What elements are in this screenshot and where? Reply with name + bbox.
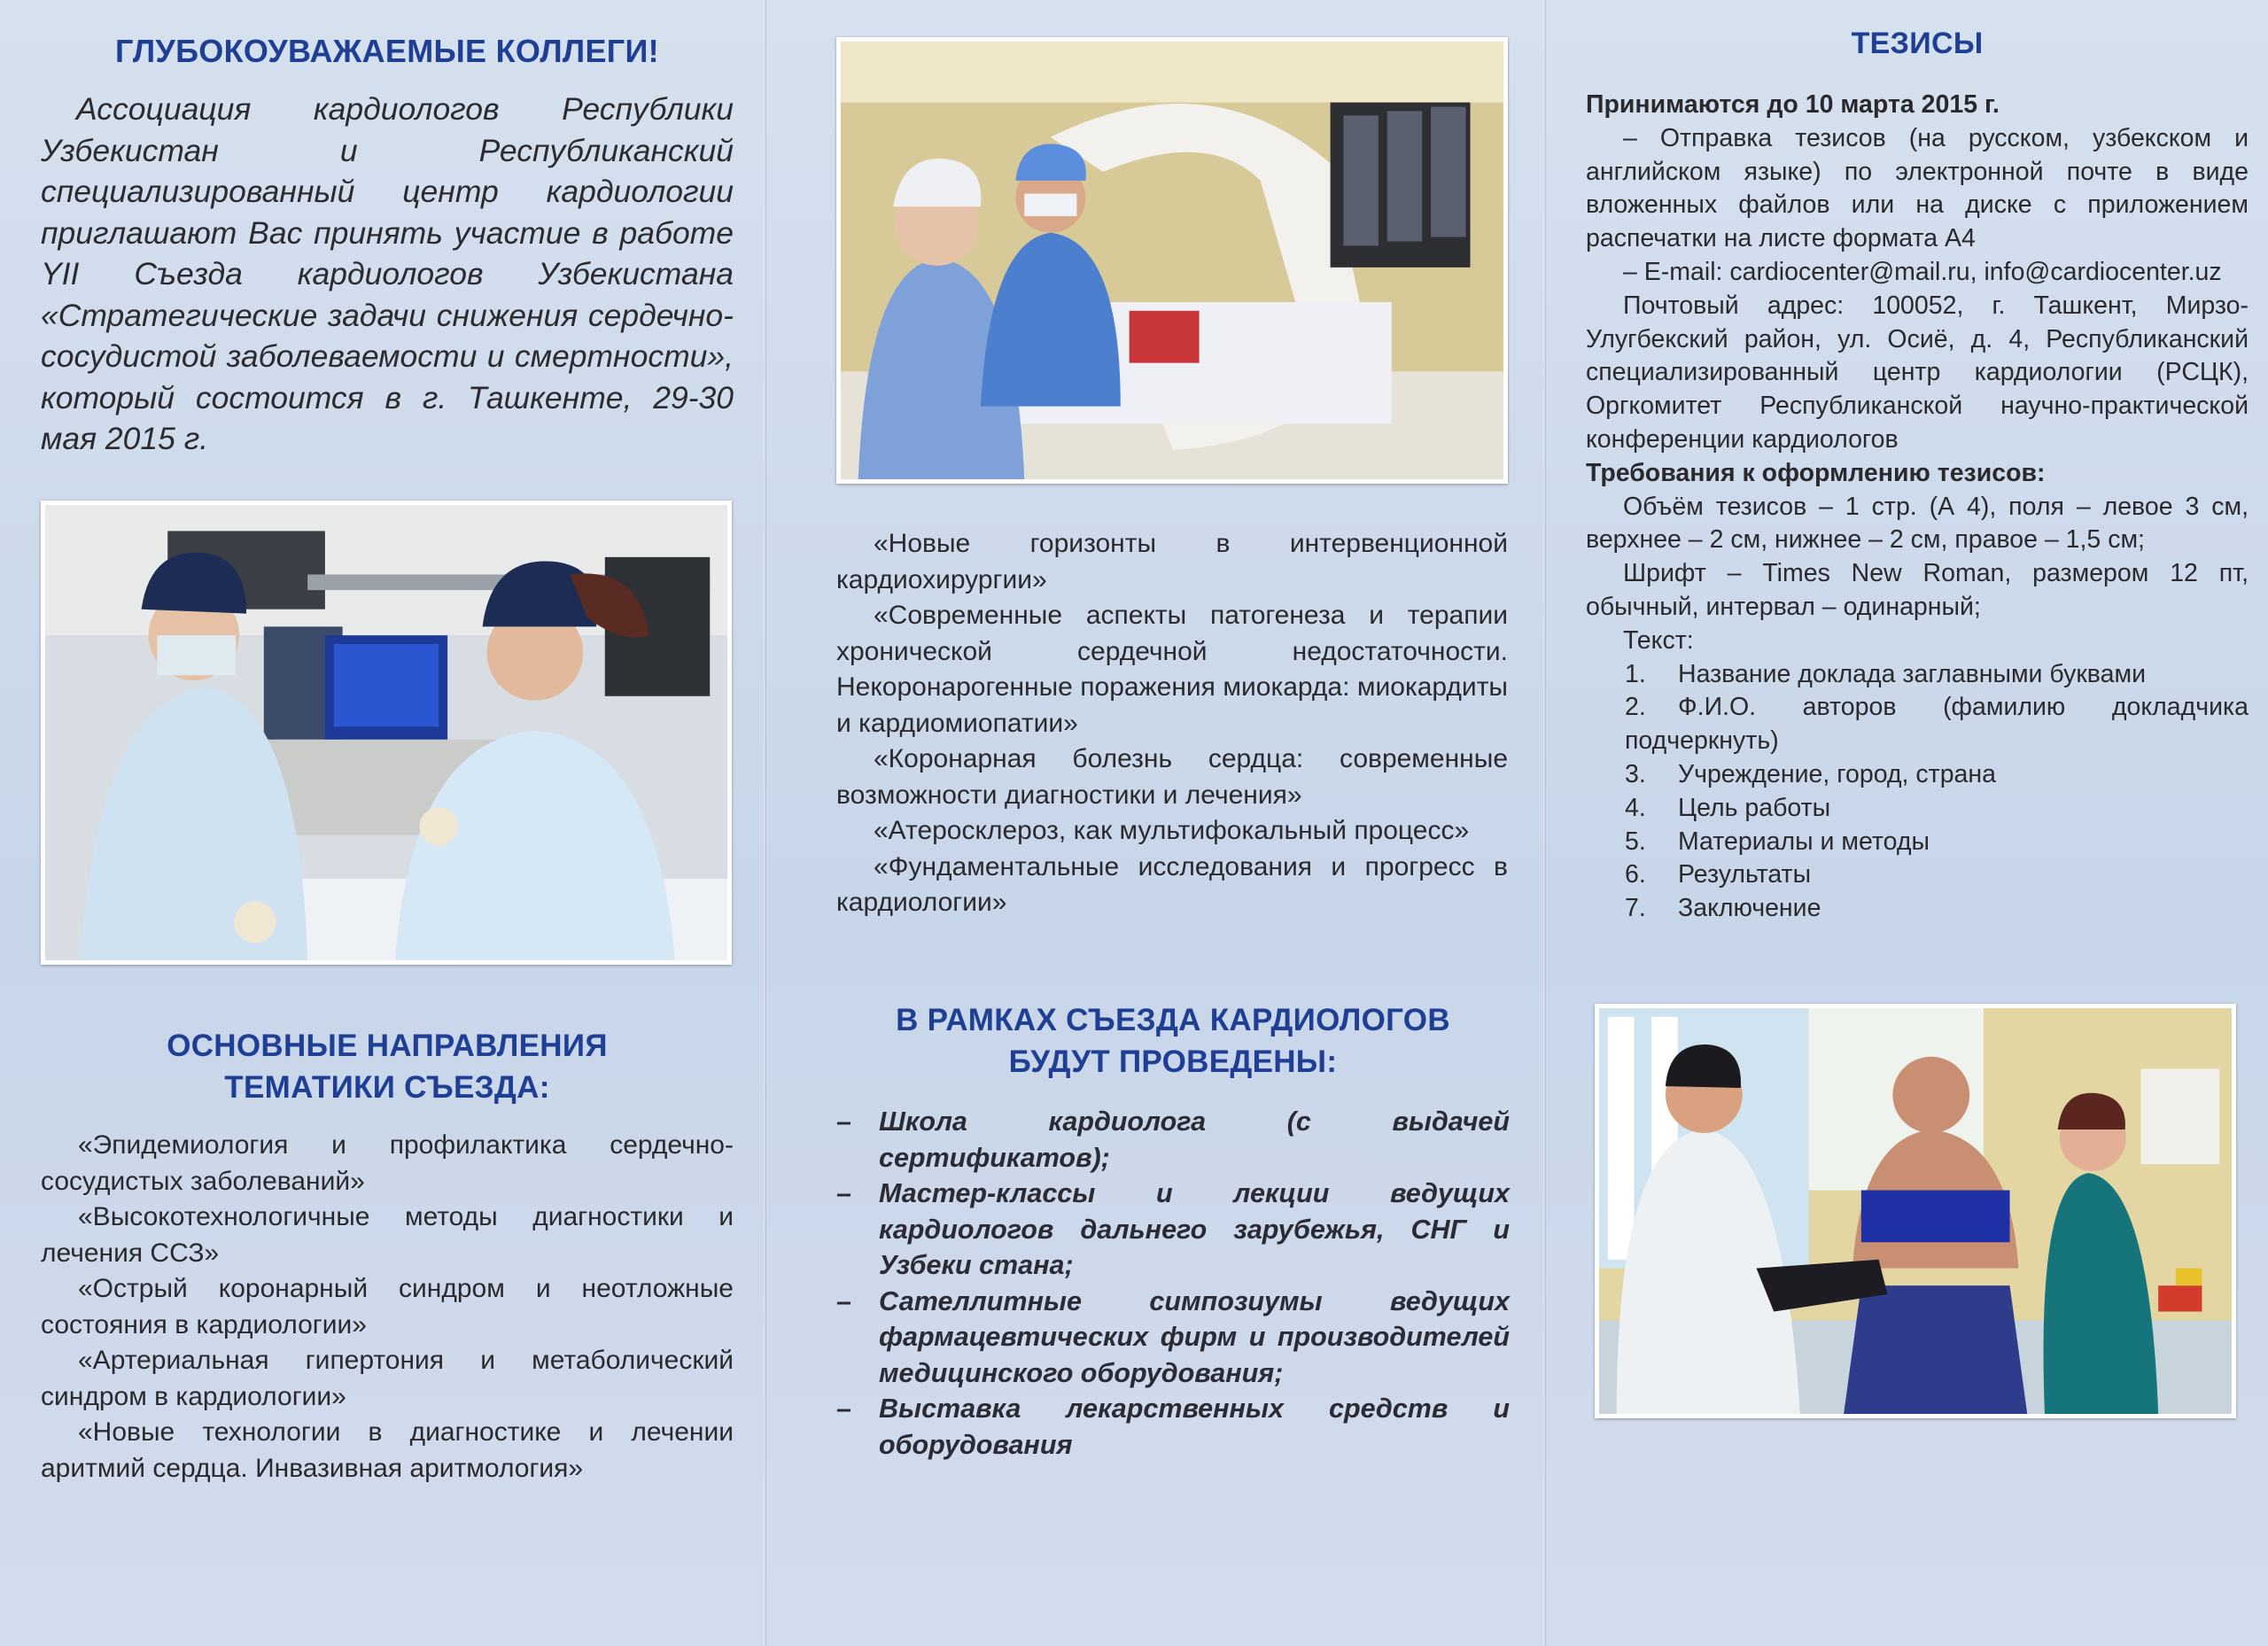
item-number: 7. bbox=[1625, 894, 1646, 923]
item-text: Результаты bbox=[1678, 860, 1812, 889]
event-text: Школа кардиолога (с выдачей сертификатов); bbox=[879, 1106, 1510, 1173]
event-item bbox=[836, 1176, 1510, 1284]
theses-heading: ТЕЗИСЫ bbox=[1851, 27, 1984, 60]
dash-marker: – bbox=[836, 1285, 851, 1316]
requirements-heading: Требования к оформлению тезисов: bbox=[1586, 458, 2046, 487]
direction-item: «Новые технологии в диагностике и лечении аритмий сердца. Инвазивная аритмология» bbox=[41, 1417, 734, 1483]
item-number: 4. bbox=[1625, 793, 1646, 822]
item-text: Учреждение, город, страна bbox=[1678, 759, 1996, 788]
directions-list-continued bbox=[836, 526, 1508, 921]
postal-address: Почтовый адрес: 100052, г. Ташкент, Мирзо-Улугбекский район, ул. Осиё, д. 4, Республиканский специализированный центр кардиологии (РСЦК), Оргкомитет Республиканской научно-практической конференции кардиологов bbox=[1586, 291, 2249, 454]
text-structure-list bbox=[1586, 658, 2249, 926]
panel-middle bbox=[769, 0, 1542, 1646]
event-text: Выставка лекарственных средств и оборудования bbox=[879, 1394, 1510, 1460]
list-item bbox=[1586, 858, 2249, 892]
sending-instructions: – Отправка тезисов (на русском, узбекском и английском языке) по электронной почте в виде вложенных файлов или на диске с приложением распечатки на листе формата А4 bbox=[1586, 123, 2249, 253]
item-text: Материалы и методы bbox=[1678, 827, 1930, 856]
fold-line-right bbox=[1543, 0, 1546, 1646]
directions-heading bbox=[41, 1025, 734, 1108]
deadline: Принимаются до 10 марта 2015 г. bbox=[1586, 90, 2000, 119]
item-text: Название доклада заглавными буквами bbox=[1678, 659, 2146, 688]
direction-item: «Артериальная гипертония и метаболический синдром в кардиологии» bbox=[41, 1346, 734, 1411]
text-label: Текст: bbox=[1623, 625, 1694, 655]
event-item bbox=[836, 1284, 1510, 1392]
item-text: Ф.И.О. авторов (фамилию докладчика подчеркнуть) bbox=[1625, 693, 2249, 756]
list-item bbox=[1586, 758, 2249, 792]
photo-nurses-lab bbox=[41, 501, 732, 965]
event-item bbox=[836, 1391, 1510, 1463]
direction-item: «Атеросклероз, как мультифокальный процесс» bbox=[874, 816, 1470, 845]
events-heading-line1: В РАМКАХ СЪЕЗДА КАРДИОЛОГОВ bbox=[896, 1003, 1450, 1037]
item-number: 3. bbox=[1625, 759, 1646, 788]
events-list bbox=[836, 1104, 1510, 1463]
item-number: 6. bbox=[1625, 860, 1646, 889]
direction-item: «Коронарная болезнь сердца: современные возможности диагностики и лечения» bbox=[836, 744, 1508, 810]
volume-requirement: Объём тезисов – 1 стр. (А 4), поля – левое 3 см, верхнее – 2 см, нижнее – 2 см, правое – 1,5 см; bbox=[1586, 492, 2249, 555]
dash-marker: – bbox=[836, 1394, 851, 1424]
photo-stress-test bbox=[1595, 1004, 2236, 1418]
events-heading-line2: БУДУТ ПРОВЕДЕНЫ: bbox=[1008, 1044, 1338, 1079]
item-text: Цель работы bbox=[1678, 793, 1831, 822]
panel-right bbox=[1547, 0, 2268, 1646]
item-number: 5. bbox=[1625, 827, 1646, 856]
list-item bbox=[1586, 892, 2249, 926]
event-item bbox=[836, 1104, 1510, 1176]
direction-item: «Высокотехнологичные методы диагностики и лечения ССЗ» bbox=[41, 1202, 734, 1268]
panel-left bbox=[0, 0, 764, 1646]
direction-item: «Новые горизонты в интервенционной кардиохирургии» bbox=[836, 529, 1508, 594]
intro-paragraph: Ассоциация кардиологов Республики Узбекистан и Республиканский специализированный центр кардиологии приглашают Вас принять участие в работе YII Съезда кардиологов Узбекистана «Стратегические задачи снижения сердечно-сосудистой заболеваемости и смертности», который состоится в г. Ташкенте, 29-30 мая 2015 г. bbox=[41, 91, 734, 456]
events-heading bbox=[836, 999, 1510, 1083]
dash-marker: – bbox=[836, 1178, 851, 1208]
direction-item: «Фундаментальные исследования и прогресс в кардиологии» bbox=[836, 851, 1508, 917]
dash-marker: – bbox=[836, 1106, 851, 1137]
event-text: Сателлитные симпозиумы ведущих фармацевтических фирм и производителей медицинского оборудования; bbox=[879, 1285, 1510, 1388]
list-item bbox=[1586, 691, 2249, 758]
directions-heading-line1: ОСНОВНЫЕ НАПРАВЛЕНИЯ bbox=[167, 1029, 608, 1063]
email-contacts: – E-mail: cardiocenter@mail.ru, info@cardiocenter.uz bbox=[1623, 257, 2222, 286]
event-text: Мастер-классы и лекции ведущих кардиологов дальнего зарубежья, СНГ и Узбеки стана; bbox=[879, 1178, 1510, 1280]
direction-item: «Острый коронарный синдром и неотложные состояния в кардиологии» bbox=[41, 1274, 734, 1339]
direction-item: «Эпидемиология и профилактика сердечно-сосудистых заболеваний» bbox=[41, 1130, 734, 1196]
item-text: Заключение bbox=[1678, 894, 1821, 923]
directions-heading-line2: ТЕМАТИКИ СЪЕЗДА: bbox=[224, 1070, 550, 1105]
direction-item: «Современные аспекты патогенеза и терапии хронической сердечной недостаточности. Некоронарогенные поражения миокарда: миокардиты и кардиомиопатии» bbox=[836, 601, 1508, 738]
fold-line-left bbox=[764, 0, 766, 1646]
font-requirement: Шрифт – Times New Roman, размером 12 пт, обычный, интервал – одинарный; bbox=[1586, 559, 2249, 621]
directions-list bbox=[41, 1128, 734, 1487]
photo-cath-lab bbox=[836, 37, 1508, 484]
item-number: 1. bbox=[1625, 659, 1646, 688]
list-item bbox=[1586, 792, 2249, 826]
list-item bbox=[1586, 658, 2249, 692]
item-number: 2. bbox=[1625, 693, 1646, 722]
greeting-heading: ГЛУБОКОУВАЖАЕМЫЕ КОЛЛЕГИ! bbox=[115, 33, 659, 69]
list-item bbox=[1586, 826, 2249, 859]
